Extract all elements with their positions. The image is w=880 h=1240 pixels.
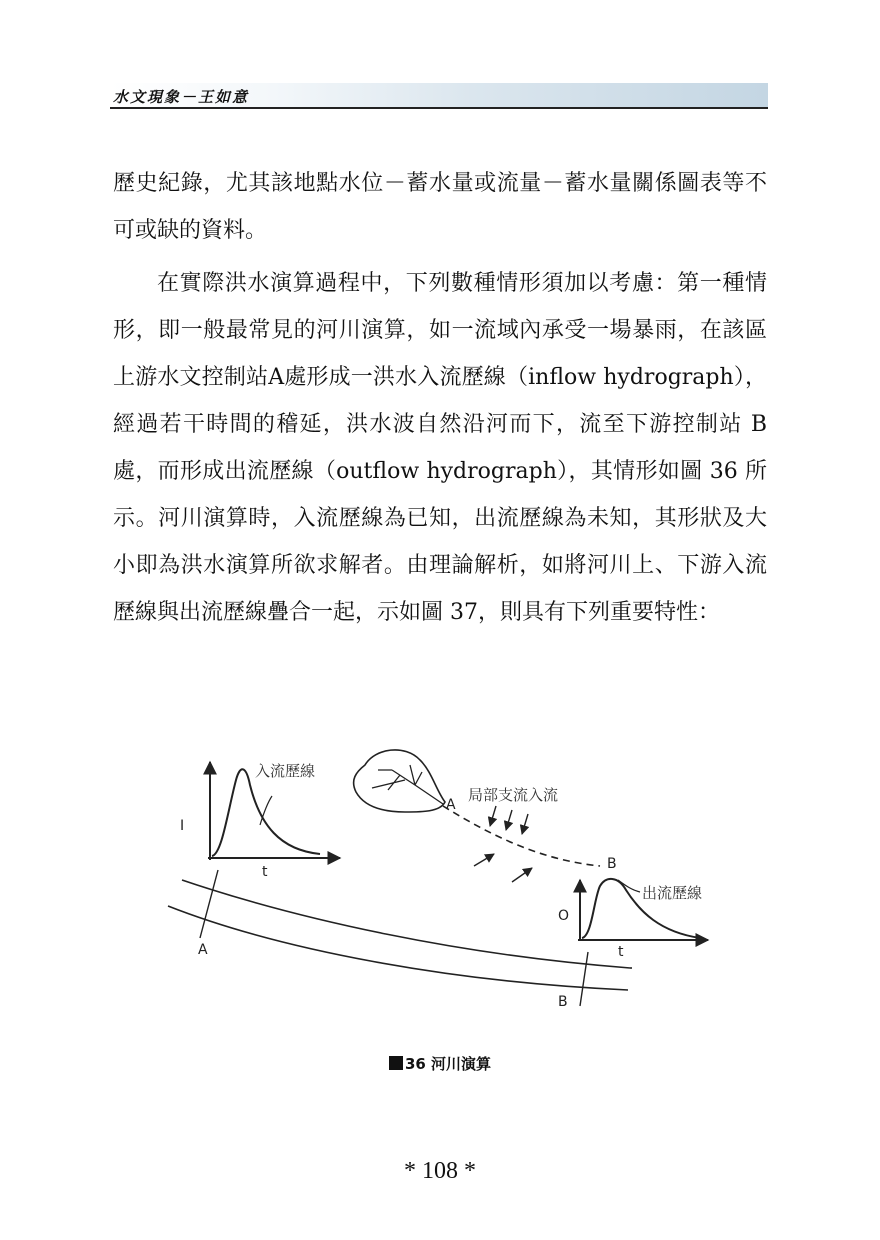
running-header: 水文現象－王如意 xyxy=(113,88,250,106)
inflow-label: 入流歷線 xyxy=(255,762,316,780)
point-a-river: A xyxy=(198,942,208,958)
paragraph-1: 歷史紀錄，尤其該地點水位－蓄水量或流量－蓄水量關係圖表等不可或缺的資料。 xyxy=(113,171,767,243)
river-bank-upper xyxy=(182,880,630,968)
inflow-curve xyxy=(212,769,320,856)
caption-text: 河川演算 xyxy=(431,1055,492,1073)
caption-number: 36 xyxy=(404,1055,426,1073)
section-a-line xyxy=(200,870,218,938)
paragraph-2: 在實際洪水演算過程中，下列數種情形須加以考慮：第一種情形，即一般最常見的河川演算，如一流域內承受一場暴雨，在該區上游水文控制站A處形成一洪水入流歷線（inflow hydrograph），經過若干時間的稽延，洪水波自然沿河而下，流至下游控制站 B 處，而形成出流歷線（outflow hydrograph），其情形如圖 36 所示。河川演算時，入流歷線為已知，出流歷線為未知，其形狀及大小即為洪水演算所欲求解者。由理論解析，如將河川上、下游入流歷線與出流歷線疊合一起，示如圖 37，則具有下列重要特性： xyxy=(113,271,767,625)
lateral-inflow-label: 局部支流入流 xyxy=(468,786,559,804)
figure-36 xyxy=(160,740,720,1030)
outflow-label: 出流歷線 xyxy=(642,884,703,902)
outflow-hydrograph xyxy=(558,879,708,960)
point-b-downstream: B xyxy=(607,856,617,872)
watershed-streams xyxy=(372,765,443,804)
river-dashed-path xyxy=(443,806,600,866)
outflow-axis-label: O xyxy=(558,908,570,924)
lateral-inflow-arrows xyxy=(474,806,532,882)
inflow-hydrograph xyxy=(180,762,340,880)
outflow-leader xyxy=(618,880,640,892)
figure-caption xyxy=(0,1053,880,1074)
inflow-time-label: t xyxy=(262,864,268,880)
inflow-leader xyxy=(260,796,272,825)
river-routing-diagram xyxy=(160,740,720,1030)
caption-square-icon xyxy=(389,1056,403,1070)
point-a-upstream: A xyxy=(446,797,456,813)
page-number: * 108 * xyxy=(404,1158,476,1184)
header-rule xyxy=(110,107,768,109)
watershed xyxy=(354,750,456,813)
inflow-axis-label: I xyxy=(180,818,185,834)
outflow-time-label: t xyxy=(618,944,624,960)
point-b-river: B xyxy=(558,994,568,1010)
river-channel xyxy=(168,870,632,1010)
section-b-line xyxy=(580,952,588,1006)
body-text xyxy=(113,160,767,636)
